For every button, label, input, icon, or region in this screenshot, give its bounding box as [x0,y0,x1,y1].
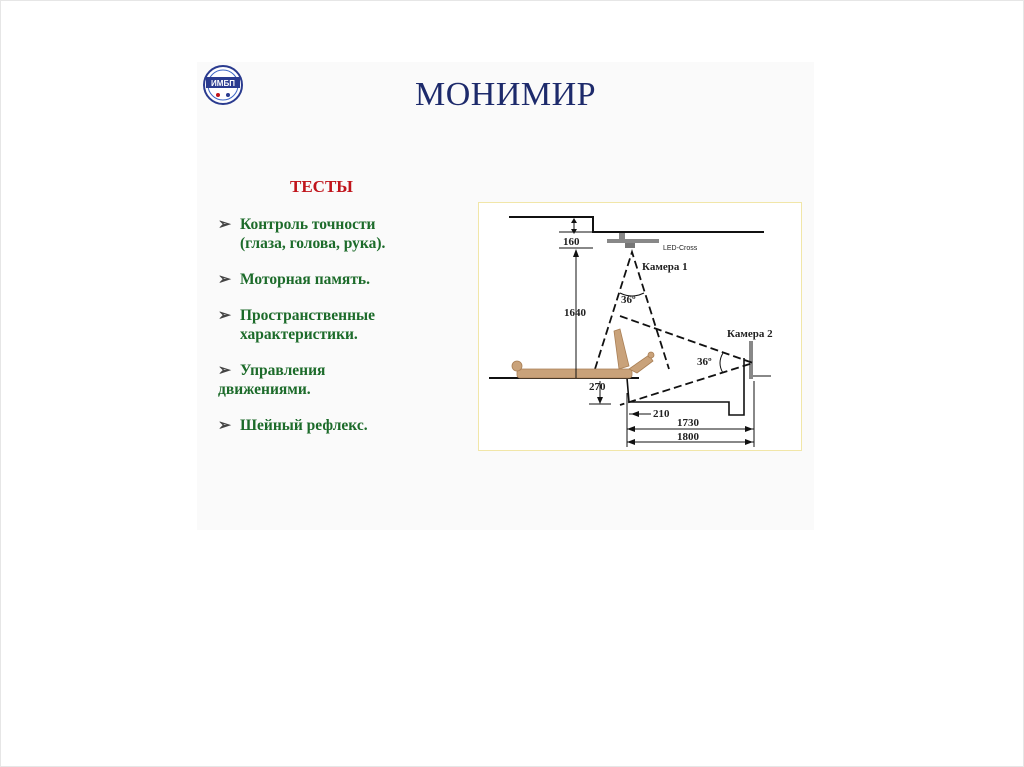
list-item-line1: Моторная память. [240,271,371,288]
list-item [218,306,468,344]
camera1-icon [607,239,659,243]
list-item [218,270,468,289]
bullet-arrow-icon: ➢ [218,362,231,379]
list-item-line1: Управления [240,362,326,379]
bullet-arrow-icon: ➢ [218,307,231,324]
led-cross-label: LED-Cross [663,245,698,252]
dim-270-label: 270 [589,381,606,393]
angle1-label: 36º [621,294,636,306]
list-item-line1: Контроль точности [240,216,376,233]
list-item-line2: движениями. [218,381,311,398]
tests-list [218,215,468,452]
dim-1640-label: 1640 [564,307,586,319]
subject-figure [512,329,654,378]
dim-160-label: 160 [563,236,580,248]
tests-heading: ТЕСТЫ [290,177,353,196]
monimir-setup-diagram [478,202,802,451]
list-item-line2: (глаза, голова, рука). [240,235,386,252]
bullet-arrow-icon: ➢ [218,216,231,233]
camera2-icon [749,341,753,379]
camera1-label: Камера 1 [642,261,688,273]
list-item-line1: Шейный рефлекс. [240,417,368,434]
angle2-arc [720,353,723,373]
list-item [218,416,468,435]
diagram-drawing [479,203,801,450]
camera2-label: Камера 2 [727,328,773,340]
angle2-label: 36º [697,356,712,368]
list-item [218,361,468,399]
bullet-arrow-icon: ➢ [218,271,231,288]
list-item-line1: Пространственные [240,307,375,324]
logo-text: ИМБП [211,79,235,88]
dim-210-label: 210 [653,408,670,420]
dim-1800-label: 1800 [677,431,699,443]
list-item-line2: характеристики. [240,326,358,343]
imbp-logo [203,65,243,105]
dim-1730-label: 1730 [677,417,699,429]
bullet-arrow-icon: ➢ [218,417,231,434]
page-title: МОНИМИР [415,76,597,113]
list-item [218,215,468,253]
ceiling-line [509,217,764,232]
